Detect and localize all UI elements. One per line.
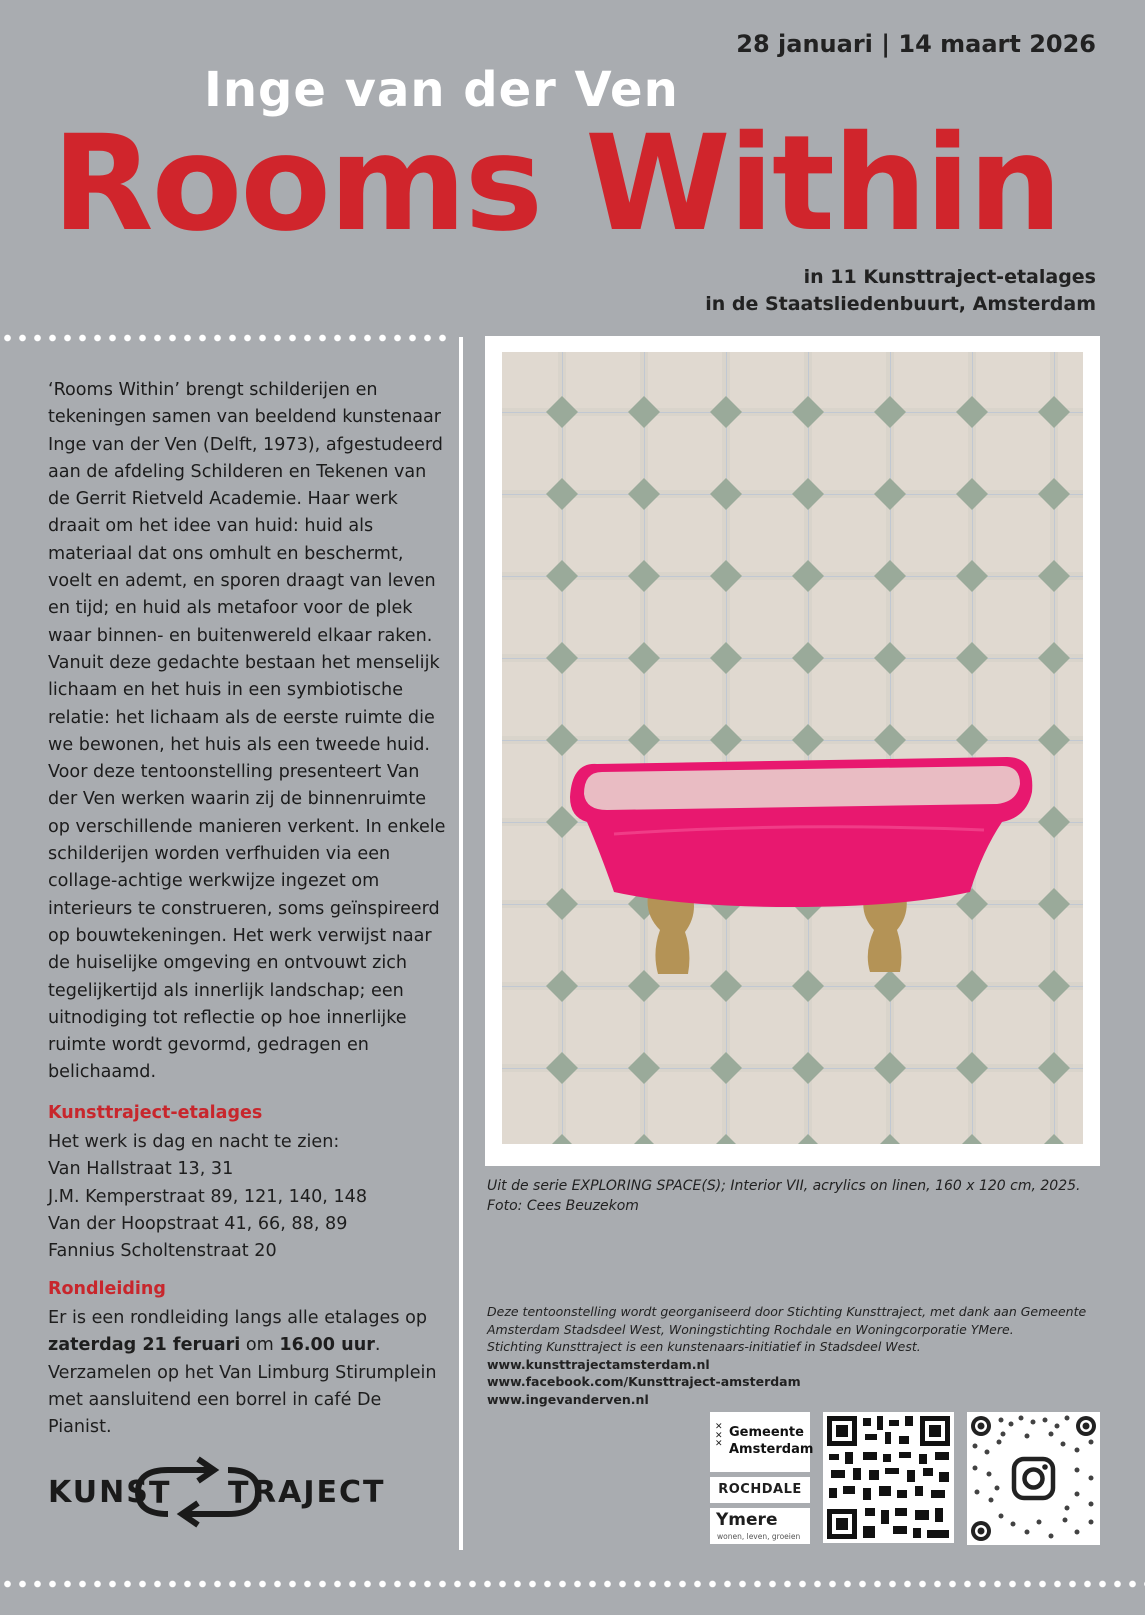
qr-code-icon[interactable] <box>823 1412 954 1543</box>
address-item: Van der Hoopstraat 41, 66, 88, 89 <box>48 1213 348 1234</box>
facebook-link[interactable]: www.facebook.com/Kunsttraject-amsterdam <box>487 1374 801 1389</box>
svg-text:T: T <box>149 1476 170 1511</box>
address-item: Van Hallstraat 13, 31 <box>48 1159 234 1180</box>
rondleiding-line-2 <box>48 1332 448 1359</box>
ymere-logo <box>710 1508 810 1544</box>
rondleiding-meeting: Verzamelen op het Van Limburg Stirumplein met aansluitend een borrel in café De Pianist. <box>48 1362 437 1438</box>
artwork-bathtub-painting <box>502 352 1083 1144</box>
etalages-intro: Het werk is dag en nacht te zien: <box>48 1132 340 1152</box>
dotted-divider-top <box>0 334 450 342</box>
svg-text:KUNS: KUNS <box>48 1475 150 1510</box>
address-item: J.M. Kemperstraat 89, 121, 140, 148 <box>48 1186 368 1207</box>
ymere-tagline: wonen, leven, groeien <box>717 1532 801 1541</box>
exhibition-title: Rooms Within <box>52 107 1061 261</box>
gemeente-amsterdam-logo <box>710 1412 814 1472</box>
kunsttraject-logo <box>48 1445 408 1530</box>
artist-name: Inge van der Ven <box>204 62 679 118</box>
exhibition-dates: 28 januari | 14 maart 2026 <box>736 30 1096 58</box>
caption-line-1: Uit de serie EXPLORING SPACE(S); Interior VII, acrylics on linen, 160 x 120 cm, 2025. <box>487 1178 1081 1194</box>
rondleiding-text <box>48 1305 448 1441</box>
caption-photo-credit: Foto: Cees Beuzekom <box>487 1198 639 1214</box>
svg-text:T: T <box>228 1476 249 1511</box>
tour-period: . <box>374 1335 381 1356</box>
amsterdam-label: Amsterdam <box>729 1442 814 1457</box>
organizer-credits <box>487 1303 1107 1408</box>
tour-time: 16.00 uur <box>279 1335 375 1356</box>
etalages-list <box>48 1129 367 1265</box>
credits-line-2: Stichting Kunsttraject is een kunstenaars-initiatief in Stadsdeel West. <box>487 1339 921 1354</box>
rondleiding-line-1: Er is een rondleiding langs alle etalages op <box>48 1308 428 1328</box>
address-item: Fannius Scholtenstraat 20 <box>48 1241 277 1262</box>
tour-connector: om <box>240 1335 280 1356</box>
location-line-2: in de Staatsliedenbuurt, Amsterdam <box>705 293 1096 315</box>
vertical-divider <box>459 337 463 1550</box>
location-line-1: in 11 Kunsttraject-etalages <box>803 266 1096 288</box>
gemeente-label: Gemeente <box>729 1425 804 1440</box>
svg-text:RAJECT: RAJECT <box>253 1475 386 1510</box>
instagram-qr-code-icon[interactable] <box>967 1412 1100 1545</box>
gemeente-xxx-icon: ✕ ✕ ✕ <box>715 1422 723 1449</box>
website-link[interactable]: www.kunsttrajectamsterdam.nl <box>487 1356 710 1372</box>
artwork-caption <box>487 1176 1107 1216</box>
ymere-label: Ymere <box>716 1510 778 1530</box>
exhibition-location <box>705 264 1096 318</box>
rochdale-logo: ROCHDALE <box>710 1477 810 1503</box>
dotted-divider-bottom <box>0 1580 1145 1588</box>
tour-date: zaterdag 21 feruari <box>48 1335 241 1356</box>
rondleiding-heading: Rondleiding <box>48 1279 166 1299</box>
exhibition-description: ‘Rooms Within’ brengt schilderijen en tekeningen samen van beeldend kunstenaar Inge van der Ven (Delft, 1973), afgestudeerd aan de afdeling Schilderen en Tekenen van de Gerrit Rietveld Academie. Haar werk draait om het idee van huid: huid als materiaal dat ons omhult en beschermt, voelt en ademt, en sporen draagt van leven en tijd; en huid als metafoor voor de plek waar binnen- en buitenwereld elkaar raken. Vanuit deze gedachte bestaan het menselijk lichaam en het huis in een symbiotische relatie: het lichaam als de eerste ruimte die we bewonen, het huis als een tweede huid. Voor deze tentoonstelling presenteert Van der Ven werken waarin zij de binnenruimte op verschillende manieren verkent. In enkele schilderijen worden verfhuiden via een collage-achtige werkwijze ingezet om interieurs te construeren, soms geïnspireerd op bouwtekeningen. Het werk verwijst naar de huiselijke omgeving en ontvouwt zich tegelijkertijd als innerlijk landschap; een uitnodiging tot reflectie op hoe innerlijke ruimte wordt gevormd, gedragen en belichaamd. <box>48 380 446 1083</box>
credits-line-1: Deze tentoonstelling wordt georganiseerd door Stichting Kunsttraject, met dank aan Gemeente Amsterdam Stadsdeel West, Woningstichting Rochdale en Woningcorporatie YMere. <box>487 1304 1087 1337</box>
artist-website-link[interactable]: www.ingevanderven.nl <box>487 1391 649 1407</box>
etalages-heading: Kunsttraject-etalages <box>48 1103 263 1123</box>
